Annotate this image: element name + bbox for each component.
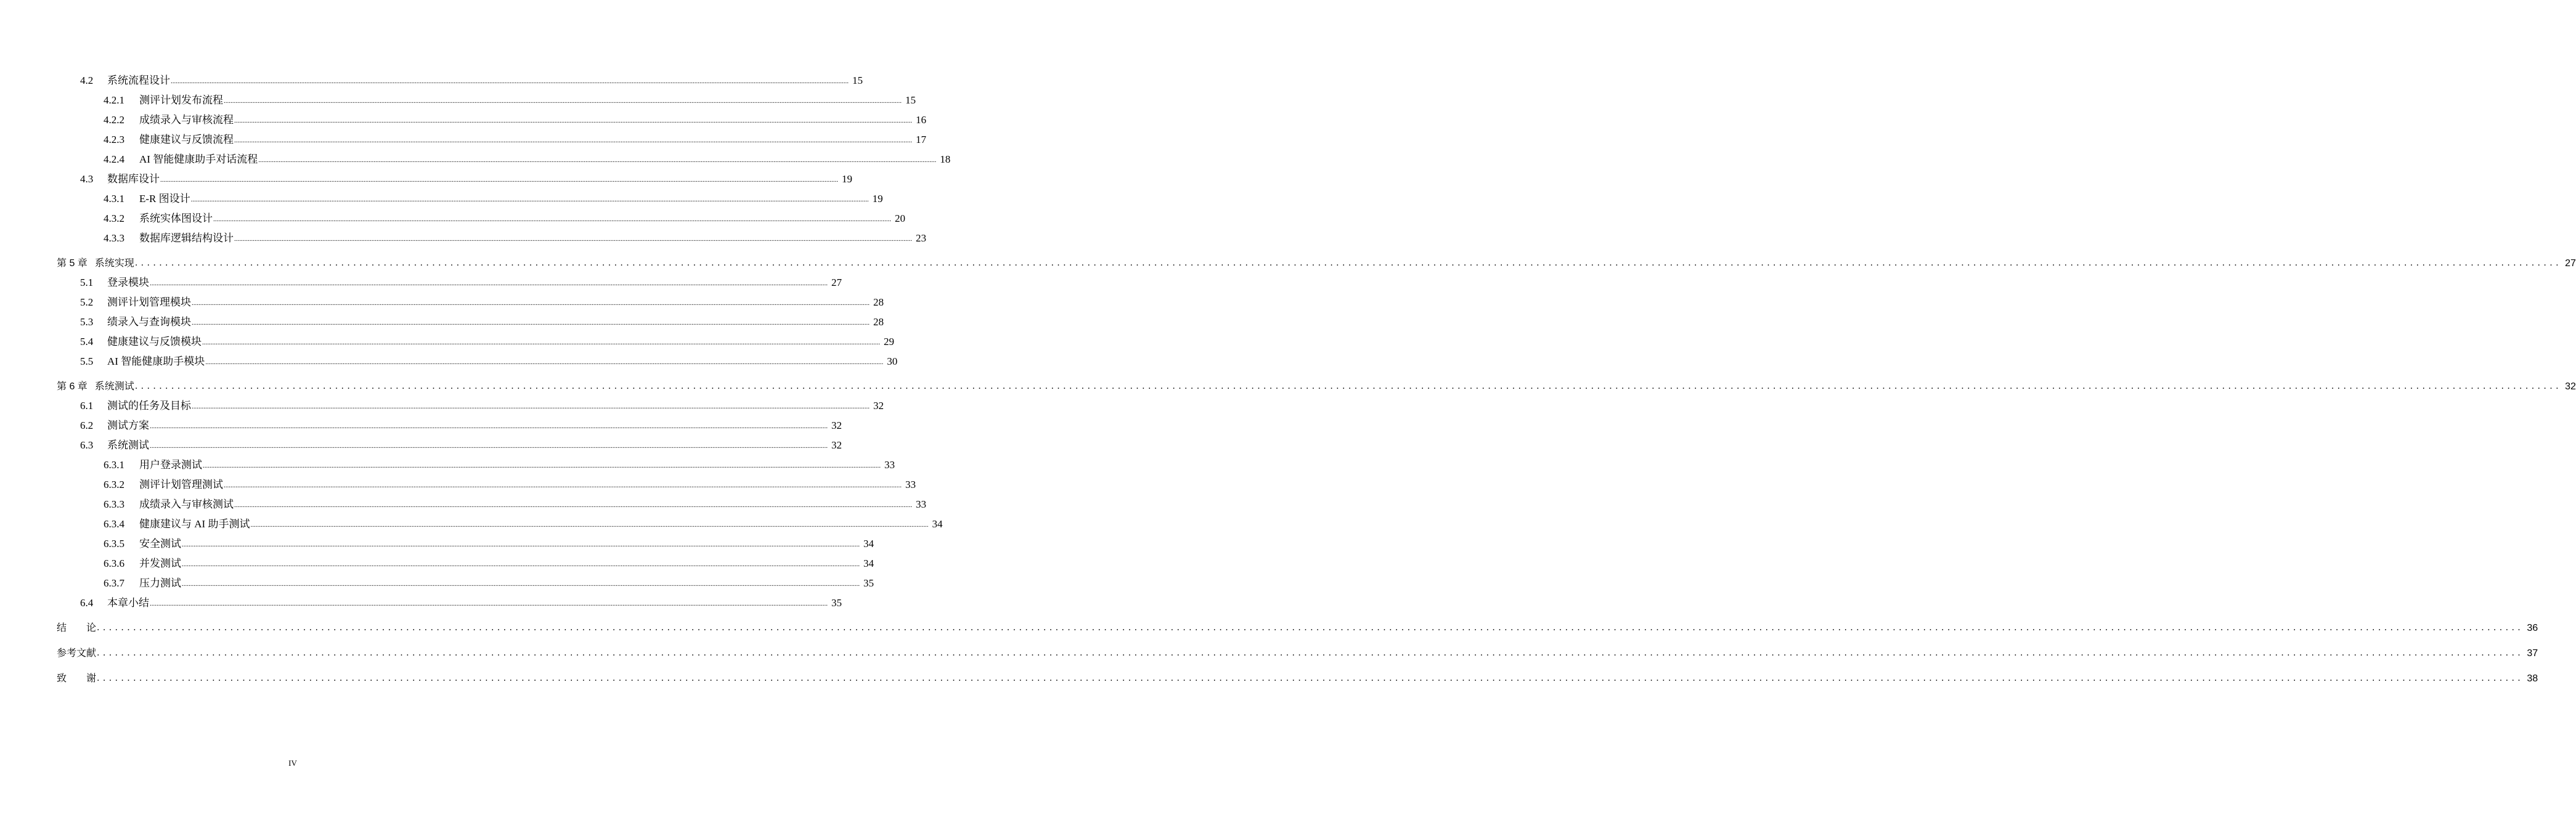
toc-leader-dots: ................................................................................................................................................................................................................................................................................................................................................................................................................ xyxy=(134,381,2562,391)
toc-entry-title: 数据库逻辑结构设计 xyxy=(139,232,234,244)
toc-entry-page: 33 xyxy=(905,479,916,490)
toc-leader-dots: ................................................................................................................................................................................................................................................................................................................................................................................................................ xyxy=(190,196,869,203)
toc-entry-title: 成绩录入与审核流程 xyxy=(139,114,234,126)
toc-leader-dots: ................................................................................................................................................................................................................................................................................................................................................................................................................ xyxy=(192,299,870,307)
toc-entry-title: 绩录入与查询模块 xyxy=(107,316,191,328)
toc-entry-title: 测试方案 xyxy=(107,420,149,431)
toc-entry[interactable] xyxy=(0,576,874,591)
toc-entry-page: 23 xyxy=(916,232,926,244)
toc-entry-title: 数据库设计 xyxy=(107,173,160,185)
toc-entry-page: 34 xyxy=(863,558,874,569)
toc-leader-dots: ................................................................................................................................................................................................................................................................................................................................................................................................................ xyxy=(97,673,2524,683)
toc-entry-number: 5.2 xyxy=(80,296,94,308)
toc-entry[interactable] xyxy=(0,295,884,310)
toc-leader-dots: ................................................................................................................................................................................................................................................................................................................................................................................................................ xyxy=(203,462,881,469)
toc-entry-number: 5.4 xyxy=(80,336,94,347)
toc-entry-page: 38 xyxy=(2527,673,2538,684)
toc-leader-dots: ................................................................................................................................................................................................................................................................................................................................................................................................................ xyxy=(171,78,849,85)
toc-entry-page: 29 xyxy=(884,336,894,347)
toc-leader-dots: ................................................................................................................................................................................................................................................................................................................................................................................................................ xyxy=(97,622,2524,633)
toc-entry[interactable] xyxy=(0,458,895,473)
page-number: IV xyxy=(288,758,297,768)
toc-entry-page: 19 xyxy=(872,193,883,205)
toc-entry[interactable] xyxy=(0,418,842,433)
toc-entry-page: 37 xyxy=(2527,648,2538,659)
toc-entry-number: 4.2.3 xyxy=(104,134,124,145)
toc-entry-page: 16 xyxy=(916,114,926,126)
toc-entry-page: 35 xyxy=(863,577,874,589)
toc-entry-page: 33 xyxy=(884,459,895,471)
toc-entry-title: 测试的任务及目标 xyxy=(107,400,191,412)
toc-entry-number: 5.5 xyxy=(80,355,94,367)
toc-entry[interactable] xyxy=(0,152,951,167)
toc-entry[interactable] xyxy=(0,132,926,147)
toc-entry-number: 6.3.5 xyxy=(104,538,124,550)
toc-entry[interactable] xyxy=(0,113,926,128)
toc-entry-title: 系统流程设计 xyxy=(107,75,170,86)
toc-entry[interactable] xyxy=(0,256,2576,271)
toc-entry-title: AI 智能健康助手对话流程 xyxy=(139,153,258,165)
toc-entry[interactable] xyxy=(0,93,916,108)
toc-entry-page: 36 xyxy=(2527,623,2538,633)
toc-entry-page: 17 xyxy=(916,134,926,145)
toc-entry-title: AI 智能健康助手模块 xyxy=(107,355,205,367)
toc-entry-page: 27 xyxy=(2565,258,2576,269)
toc-leader-dots: ................................................................................................................................................................................................................................................................................................................................................................................................................ xyxy=(150,600,828,607)
toc-leader-dots: ................................................................................................................................................................................................................................................................................................................................................................................................................ xyxy=(182,580,860,588)
toc-entry-number: 6.3.2 xyxy=(104,479,124,490)
toc-entry-page: 19 xyxy=(842,173,852,185)
toc-entry-page: 27 xyxy=(831,277,842,288)
toc-entry[interactable] xyxy=(0,211,905,226)
toc-entry-page: 15 xyxy=(852,75,863,86)
toc-leader-dots: ................................................................................................................................................................................................................................................................................................................................................................................................................ xyxy=(213,216,891,223)
toc-entry[interactable] xyxy=(0,315,884,330)
toc-entry-number: 4.3 xyxy=(80,173,94,185)
toc-entry-number: 4.3.3 xyxy=(104,232,124,244)
toc-entry-title: 压力测试 xyxy=(139,577,181,589)
toc-entry[interactable] xyxy=(0,275,842,290)
toc-entry-number: 第 6 章 xyxy=(57,381,88,392)
toc-entry-title: 系统测试 xyxy=(107,439,149,451)
toc-leader-dots: ................................................................................................................................................................................................................................................................................................................................................................................................................ xyxy=(202,339,880,346)
toc-entry-number: 6.2 xyxy=(80,420,94,431)
toc-entry-number: 6.3 xyxy=(80,439,94,451)
toc-entry-title: 参考文献 xyxy=(57,648,97,659)
toc-entry-number: 4.2.1 xyxy=(104,94,124,106)
toc-entry-title: 致 谢 xyxy=(57,673,97,684)
toc-entry-page: 28 xyxy=(873,316,884,328)
toc-entry-number: 5.1 xyxy=(80,277,94,288)
toc-leader-dots: ................................................................................................................................................................................................................................................................................................................................................................................................................ xyxy=(150,423,828,430)
toc-entry[interactable] xyxy=(0,517,943,532)
toc-entry-page: 34 xyxy=(932,518,943,530)
toc-leader-dots: ................................................................................................................................................................................................................................................................................................................................................................................................................ xyxy=(150,442,828,450)
toc-entry-page: 32 xyxy=(2565,381,2576,392)
toc-leader-dots: ................................................................................................................................................................................................................................................................................................................................................................................................................ xyxy=(234,501,912,509)
toc-entry-number: 6.3.3 xyxy=(104,498,124,510)
toc-entry[interactable] xyxy=(0,556,874,571)
toc-leader-dots: ................................................................................................................................................................................................................................................................................................................................................................................................................ xyxy=(258,156,937,164)
toc-leader-dots: ................................................................................................................................................................................................................................................................................................................................................................................................................ xyxy=(250,521,929,529)
toc-entry-page: 28 xyxy=(873,296,884,308)
toc-entry-number: 6.3.6 xyxy=(104,558,124,569)
toc-entry-page: 30 xyxy=(887,355,898,367)
toc-entry[interactable] xyxy=(0,672,2538,686)
toc-entry-number: 6.3.7 xyxy=(104,577,124,589)
toc-entry-number: 5.3 xyxy=(80,316,94,328)
toc-entry-page: 35 xyxy=(831,597,842,609)
toc-entry-number: 6.1 xyxy=(80,400,94,412)
toc-leader-dots: ................................................................................................................................................................................................................................................................................................................................................................................................................ xyxy=(205,359,884,366)
toc-entry-title: 系统实体图设计 xyxy=(139,213,213,224)
toc-entry[interactable] xyxy=(0,438,842,453)
toc-entry-title: 测评计划管理测试 xyxy=(139,479,223,490)
toc-entry-title: 测评计划管理模块 xyxy=(107,296,191,308)
toc-entry-title: 健康建议与反馈模块 xyxy=(107,336,202,347)
toc-entry[interactable] xyxy=(0,172,852,187)
toc-entry[interactable] xyxy=(0,192,883,206)
toc-entry-number: 第 5 章 xyxy=(57,258,88,269)
toc-leader-dots: ................................................................................................................................................................................................................................................................................................................................................................................................................ xyxy=(234,117,912,124)
toc-entry-page: 32 xyxy=(831,420,842,431)
toc-entry-title: 成绩录入与审核测试 xyxy=(139,498,234,510)
toc-entry-title: 用户登录测试 xyxy=(139,459,202,471)
toc-entry-title: E-R 图设计 xyxy=(139,193,190,205)
toc-entry-page: 33 xyxy=(916,498,926,510)
toc-entry-page: 20 xyxy=(895,213,905,224)
toc-leader-dots: ................................................................................................................................................................................................................................................................................................................................................................................................................ xyxy=(150,280,828,287)
toc-leader-dots: ................................................................................................................................................................................................................................................................................................................................................................................................................ xyxy=(192,319,870,327)
toc-entry-page: 32 xyxy=(873,400,884,412)
toc-entry-number: 6.4 xyxy=(80,597,94,609)
toc-entry-number: 4.3.1 xyxy=(104,193,124,205)
toc-entry-title: 系统测试 xyxy=(94,381,134,392)
toc-entry-title: 测评计划发布流程 xyxy=(139,94,223,106)
toc-entry[interactable] xyxy=(0,335,894,349)
toc-entry[interactable] xyxy=(0,646,2538,661)
toc-entry[interactable] xyxy=(0,596,842,611)
toc-entry-number: 4.3.2 xyxy=(104,213,124,224)
toc-entry-title: 健康建议与反馈流程 xyxy=(139,134,234,145)
toc-entry-number: 6.3.4 xyxy=(104,518,124,530)
toc-leader-dots: ................................................................................................................................................................................................................................................................................................................................................................................................................ xyxy=(224,97,902,105)
toc-entry-title: 健康建议与 AI 助手测试 xyxy=(139,518,250,530)
toc-entry[interactable] xyxy=(0,497,926,512)
toc-entry-page: 34 xyxy=(863,538,874,550)
toc-entry-title: 本章小结 xyxy=(107,597,149,609)
toc-entry-title: 登录模块 xyxy=(107,277,149,288)
toc-entry-page: 18 xyxy=(940,153,951,165)
toc-entry-number: 4.2.2 xyxy=(104,114,124,126)
toc-entry[interactable] xyxy=(0,399,884,413)
toc-leader-dots: ................................................................................................................................................................................................................................................................................................................................................................................................................ xyxy=(192,403,870,410)
toc-leader-dots: ................................................................................................................................................................................................................................................................................................................................................................................................................ xyxy=(182,561,860,568)
toc-entry-title: 系统实现 xyxy=(94,258,134,269)
toc-entry-number: 6.3.1 xyxy=(104,459,124,471)
toc-entry[interactable] xyxy=(0,231,926,246)
toc-entry[interactable] xyxy=(0,73,863,88)
toc-entry-title: 安全测试 xyxy=(139,538,181,550)
toc-entry-page: 32 xyxy=(831,439,842,451)
toc-leader-dots: ................................................................................................................................................................................................................................................................................................................................................................................................................ xyxy=(134,258,2562,268)
toc-entry-number: 4.2.4 xyxy=(104,153,124,165)
toc-entry[interactable] xyxy=(0,477,916,492)
toc-leader-dots: ................................................................................................................................................................................................................................................................................................................................................................................................................ xyxy=(182,541,860,548)
toc-entry[interactable] xyxy=(0,380,2576,394)
toc-entry[interactable] xyxy=(0,354,898,369)
toc-entry-page: 15 xyxy=(905,94,916,106)
toc-leader-dots: ................................................................................................................................................................................................................................................................................................................................................................................................................ xyxy=(234,235,912,243)
toc-entry-number: 4.2 xyxy=(80,75,94,86)
toc-entry[interactable] xyxy=(0,537,874,551)
toc-leader-dots: ................................................................................................................................................................................................................................................................................................................................................................................................................ xyxy=(234,137,912,144)
toc-leader-dots: ................................................................................................................................................................................................................................................................................................................................................................................................................ xyxy=(160,176,838,184)
toc-entry[interactable] xyxy=(0,621,2538,636)
toc-entry-title: 结 论 xyxy=(57,623,97,633)
toc-leader-dots: ................................................................................................................................................................................................................................................................................................................................................................................................................ xyxy=(224,482,902,489)
toc-entry-title: 并发测试 xyxy=(139,558,181,569)
toc-leader-dots: ................................................................................................................................................................................................................................................................................................................................................................................................................ xyxy=(97,647,2524,658)
